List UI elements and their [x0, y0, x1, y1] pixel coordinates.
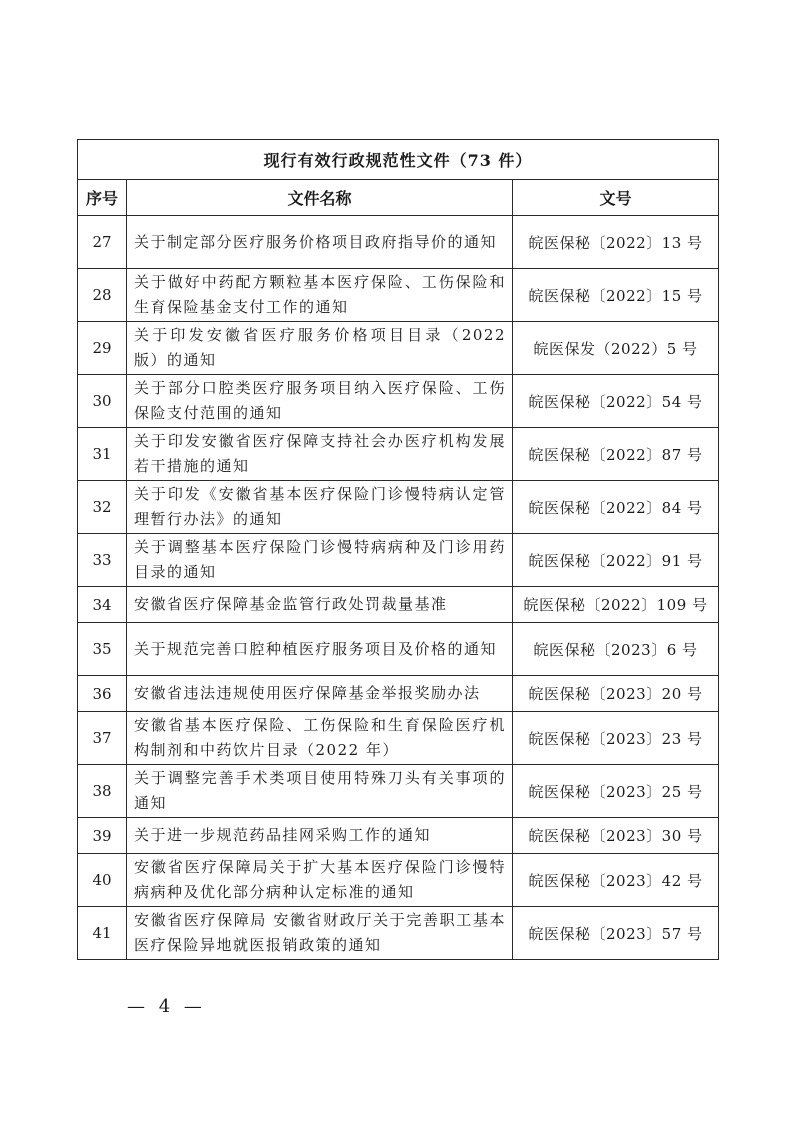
- row-number: 37: [78, 712, 127, 765]
- document-name: 安徽省医疗保障局 安徽省财政厅关于完善职工基本医疗保险异地就医报销政策的通知: [127, 907, 513, 960]
- document-number: 皖医保秘〔2023〕57 号: [513, 907, 719, 960]
- table-row: [78, 712, 719, 765]
- document-name: 关于部分口腔类医疗服务项目纳入医疗保险、工伤保险支付范围的通知: [127, 375, 513, 428]
- document-name: 安徽省医疗保障局关于扩大基本医疗保险门诊慢特病病种及优化部分病种认定标准的通知: [127, 854, 513, 907]
- row-number: 30: [78, 375, 127, 428]
- header-num: 序号: [78, 180, 127, 216]
- table-row: [78, 676, 719, 712]
- table-row: [78, 269, 719, 322]
- document-name: 关于印发安徽省医疗服务价格项目目录（2022 版）的通知: [127, 322, 513, 375]
- document-number: 皖医保发（2022）5 号: [513, 322, 719, 375]
- table-row: [78, 587, 719, 623]
- regulation-table: [77, 139, 719, 960]
- row-number: 41: [78, 907, 127, 960]
- document-number: 皖医保秘〔2023〕30 号: [513, 818, 719, 854]
- document-number: 皖医保秘〔2022〕15 号: [513, 269, 719, 322]
- table-row: [78, 765, 719, 818]
- document-number: 皖医保秘〔2022〕109 号: [513, 587, 719, 623]
- row-number: 27: [78, 216, 127, 269]
- document-number: 皖医保秘〔2022〕87 号: [513, 428, 719, 481]
- page-number: — 4 —: [127, 996, 206, 1017]
- table-row: [78, 818, 719, 854]
- document-name: 关于调整基本医疗保险门诊慢特病病种及门诊用药目录的通知: [127, 534, 513, 587]
- document-name: 安徽省基本医疗保险、工伤保险和生育保险医疗机构制剂和中药饮片目录（2022 年）: [127, 712, 513, 765]
- header-name: 文件名称: [127, 180, 513, 216]
- document-name: 关于调整完善手术类项目使用特殊刀头有关事项的通知: [127, 765, 513, 818]
- document-number: 皖医保秘〔2023〕25 号: [513, 765, 719, 818]
- document-name: 关于做好中药配方颗粒基本医疗保险、工伤保险和生育保险基金支付工作的通知: [127, 269, 513, 322]
- table-row: [78, 428, 719, 481]
- document-name: 安徽省医疗保障基金监管行政处罚裁量基准: [127, 587, 513, 623]
- table-row: [78, 534, 719, 587]
- row-number: 40: [78, 854, 127, 907]
- header-docno: 文号: [513, 180, 719, 216]
- document-number: 皖医保秘〔2022〕91 号: [513, 534, 719, 587]
- document-number: 皖医保秘〔2023〕23 号: [513, 712, 719, 765]
- table-row: [78, 907, 719, 960]
- table-row: [78, 322, 719, 375]
- document-number: 皖医保秘〔2022〕84 号: [513, 481, 719, 534]
- document-number: 皖医保秘〔2023〕20 号: [513, 676, 719, 712]
- row-number: 35: [78, 623, 127, 676]
- row-number: 28: [78, 269, 127, 322]
- table-header-row: [78, 180, 719, 216]
- document-name: 关于印发安徽省医疗保障支持社会办医疗机构发展若干措施的通知: [127, 428, 513, 481]
- document-name: 关于规范完善口腔种植医疗服务项目及价格的通知: [127, 623, 513, 676]
- table-title: 现行有效行政规范性文件（73 件）: [78, 140, 719, 180]
- document-name: 关于进一步规范药品挂网采购工作的通知: [127, 818, 513, 854]
- document-name: 安徽省违法违规使用医疗保障基金举报奖励办法: [127, 676, 513, 712]
- row-number: 32: [78, 481, 127, 534]
- table-row: [78, 375, 719, 428]
- document-name: 关于印发《安徽省基本医疗保险门诊慢特病认定管理暂行办法》的通知: [127, 481, 513, 534]
- row-number: 31: [78, 428, 127, 481]
- document-number: 皖医保秘〔2022〕13 号: [513, 216, 719, 269]
- table-row: [78, 623, 719, 676]
- row-number: 39: [78, 818, 127, 854]
- row-number: 38: [78, 765, 127, 818]
- row-number: 34: [78, 587, 127, 623]
- document-number: 皖医保秘〔2023〕6 号: [513, 623, 719, 676]
- document-number: 皖医保秘〔2022〕54 号: [513, 375, 719, 428]
- document-number: 皖医保秘〔2023〕42 号: [513, 854, 719, 907]
- table-row: [78, 854, 719, 907]
- row-number: 29: [78, 322, 127, 375]
- table-row: [78, 216, 719, 269]
- row-number: 36: [78, 676, 127, 712]
- document-name: 关于制定部分医疗服务价格项目政府指导价的通知: [127, 216, 513, 269]
- table-row: [78, 481, 719, 534]
- row-number: 33: [78, 534, 127, 587]
